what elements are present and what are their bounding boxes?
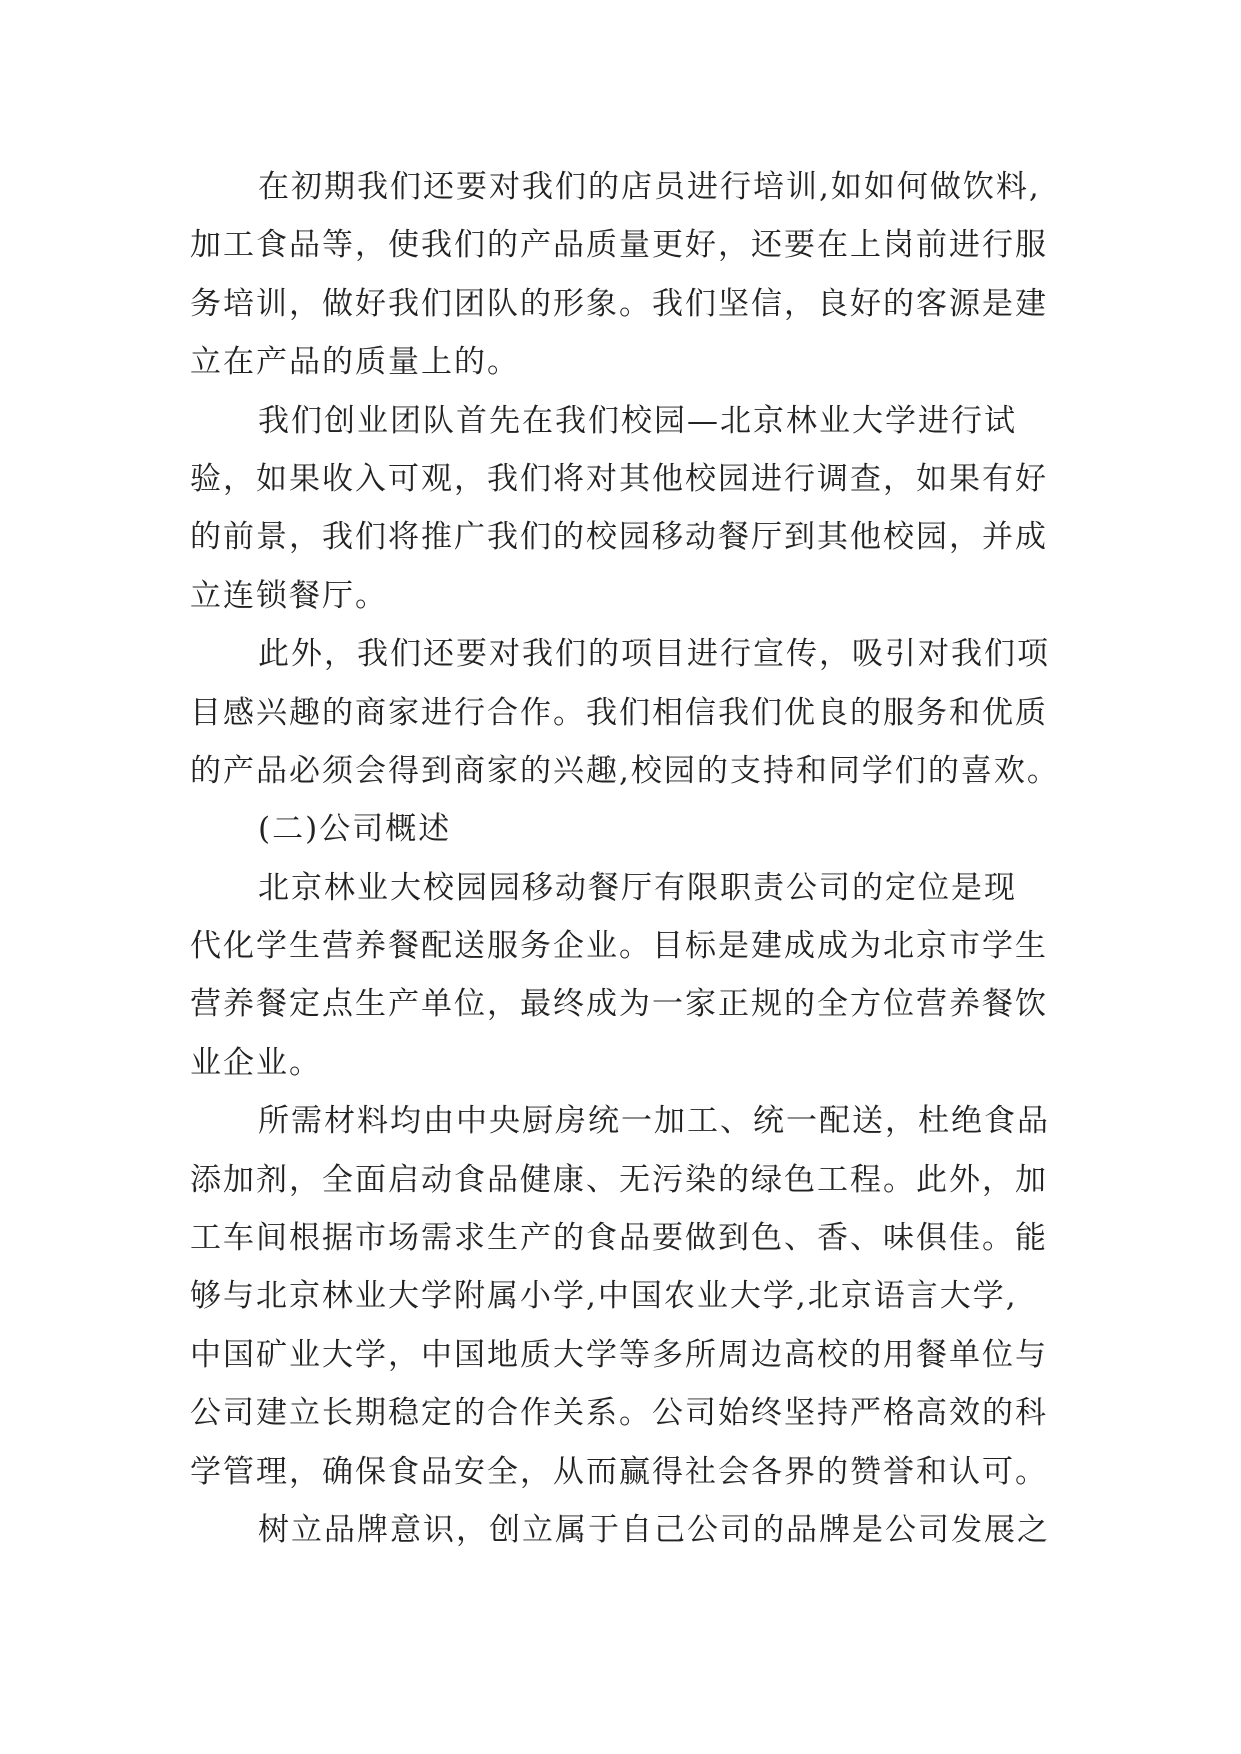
text-line: 学管理，确保食品安全，从而赢得社会各界的赞誉和认可。 [190,1453,1048,1490]
paragraph-company-positioning [190,859,1090,1093]
text-line: 此外，我们还要对我们的项目进行宣传，吸引对我们项 [258,636,1050,673]
text-line: 的前景，我们将推广我们的校园移动餐厅到其他校园，并成 [190,519,1048,556]
text-line: 所需材料均由中央厨房统一加工、统一配送，杜绝食品 [258,1103,1050,1140]
text-line: 中国矿业大学，中国地质大学等多所周边高校的用餐单位与 [190,1336,1048,1373]
text-line: 业企业。 [190,1044,322,1081]
text-line: 工车间根据市场需求生产的食品要做到色、香、味俱佳。能 [190,1220,1048,1257]
text-line: 验，如果收入可观，我们将对其他校园进行调查，如果有好 [190,460,1048,497]
text-line: 加工食品等，使我们的产品质量更好，还要在上岗前进行服 [190,227,1048,264]
text-line: 树立品牌意识，创立属于自己公司的品牌是公司发展之 [258,1511,1050,1548]
document-body [190,158,1090,1559]
text-line: 代化学生营养餐配送服务企业。目标是建成成为北京市学生 [190,928,1048,965]
text-line: 立连锁餐厅。 [190,577,388,614]
text-line: 务培训，做好我们团队的形象。我们坚信，良好的客源是建 [190,285,1048,322]
text-line: 我们创业团队首先在我们校园—北京林业大学进行试 [258,402,1017,439]
text-line: 在初期我们还要对我们的店员进行培训,如如何做饮料, [258,169,1041,205]
text-line: 够与北京林业大学附属小学,中国农业大学,北京语言大学, [190,1278,1018,1315]
text-line: 公司建立长期稳定的合作关系。公司始终坚持严格高效的科 [190,1395,1048,1432]
section-heading-text: (二)公司概述 [258,811,452,848]
text-line: 目感兴趣的商家进行合作。我们相信我们优良的服务和优质 [190,694,1048,731]
text-line: 添加剂，全面启动食品健康、无污染的绿色工程。此外，加 [190,1161,1048,1198]
text-line: 立在产品的质量上的。 [190,344,520,381]
paragraph-campus-trial [190,392,1090,626]
paragraph-promotion [190,625,1090,800]
text-line: 营养餐定点生产单位，最终成为一家正规的全方位营养餐饮 [190,986,1048,1023]
paragraph-brand [190,1501,1090,1559]
text-line: 北京林业大校园园移动餐厅有限职责公司的定位是现 [258,869,1017,906]
text-line: 的产品必须会得到商家的兴趣,校园的支持和同学们的喜欢。 [190,752,1060,789]
paragraph-central-kitchen [190,1092,1090,1501]
paragraph-staff-training [190,158,1090,392]
section-heading [190,800,1090,858]
